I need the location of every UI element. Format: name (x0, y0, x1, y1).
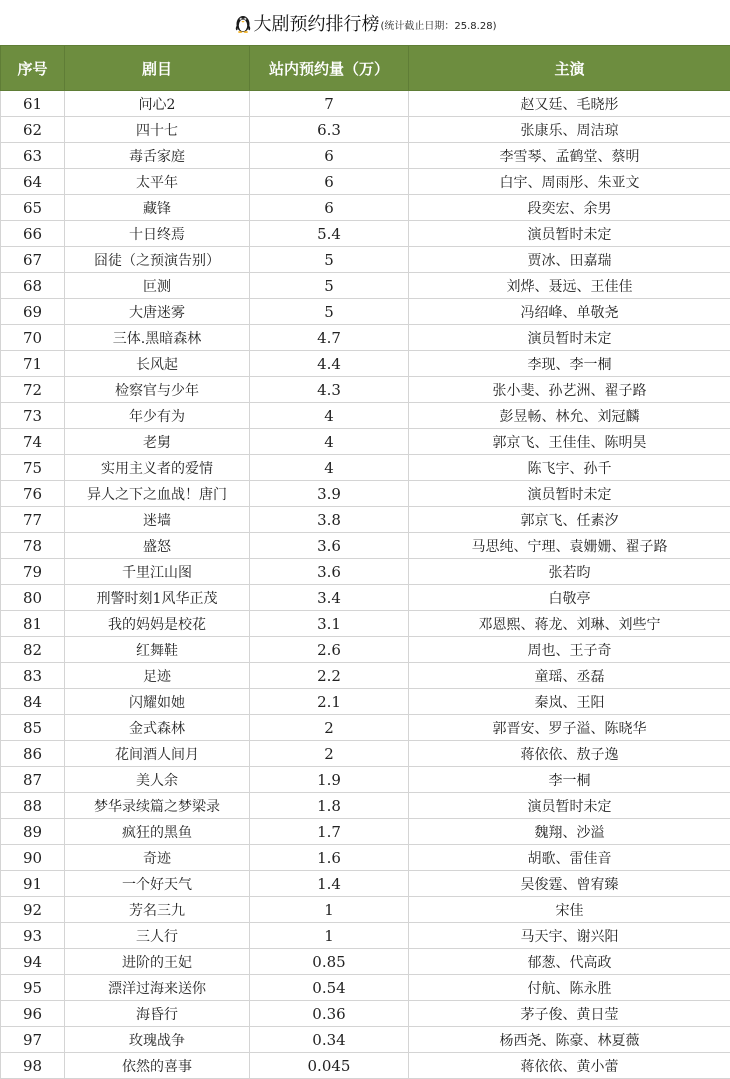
title-cell: 漂洋过海来送你 (65, 975, 250, 1001)
rank-cell: 66 (1, 221, 65, 247)
table-row (1, 949, 730, 975)
cast-cell: 胡歌、雷佳音 (409, 845, 730, 871)
count-cell: 1.6 (250, 845, 409, 871)
rank-cell: 69 (1, 299, 65, 325)
count-cell: 1.9 (250, 767, 409, 793)
title-cell: 盛怒 (65, 533, 250, 559)
title-cell: 四十七 (65, 117, 250, 143)
rank-cell: 90 (1, 845, 65, 871)
title-cell: 我的妈妈是校花 (65, 611, 250, 637)
rank-cell: 75 (1, 455, 65, 481)
cast-cell: 马天宇、谢兴阳 (409, 923, 730, 949)
count-cell: 3.6 (250, 559, 409, 585)
rank-cell: 94 (1, 949, 65, 975)
table-row (1, 377, 730, 403)
title-cell: 玫瑰战争 (65, 1027, 250, 1053)
rank-cell: 73 (1, 403, 65, 429)
column-header-cast: 主演 (409, 46, 730, 91)
cast-cell: 郭京飞、王佳佳、陈明昊 (409, 429, 730, 455)
table-row (1, 533, 730, 559)
count-cell: 0.54 (250, 975, 409, 1001)
table-row (1, 1001, 730, 1027)
table-body (1, 91, 730, 1079)
count-cell: 2.2 (250, 663, 409, 689)
table-row (1, 741, 730, 767)
cast-cell: 郭晋安、罗子溢、陈晓华 (409, 715, 730, 741)
cast-cell: 贾冰、田嘉瑞 (409, 247, 730, 273)
rank-cell: 87 (1, 767, 65, 793)
rank-cell: 89 (1, 819, 65, 845)
count-cell: 6 (250, 143, 409, 169)
cast-cell: 周也、王子奇 (409, 637, 730, 663)
cast-cell: 陈飞宇、孙千 (409, 455, 730, 481)
cast-cell: 童瑶、丞磊 (409, 663, 730, 689)
penguin-icon (234, 13, 252, 33)
cast-cell: 刘烨、聂远、王佳佳 (409, 273, 730, 299)
count-cell: 1.7 (250, 819, 409, 845)
count-cell: 3.6 (250, 533, 409, 559)
count-cell: 0.045 (250, 1053, 409, 1079)
count-cell: 1 (250, 897, 409, 923)
title-cell: 金式森林 (65, 715, 250, 741)
count-cell: 0.34 (250, 1027, 409, 1053)
cast-cell: 蒋依依、敖子逸 (409, 741, 730, 767)
table-row (1, 299, 730, 325)
table-row (1, 195, 730, 221)
cast-cell: 郭京飞、任素汐 (409, 507, 730, 533)
title-cell: 年少有为 (65, 403, 250, 429)
count-cell: 0.36 (250, 1001, 409, 1027)
rank-cell: 92 (1, 897, 65, 923)
count-cell: 4 (250, 455, 409, 481)
cast-cell: 付航、陈永胜 (409, 975, 730, 1001)
table-row (1, 611, 730, 637)
count-cell: 6 (250, 195, 409, 221)
table-row (1, 585, 730, 611)
rank-cell: 91 (1, 871, 65, 897)
rank-cell: 61 (1, 91, 65, 117)
title-cell: 红舞鞋 (65, 637, 250, 663)
table-row (1, 169, 730, 195)
table-row (1, 247, 730, 273)
table-row (1, 273, 730, 299)
table-row (1, 923, 730, 949)
cutoff-date-note: (统计截止日期：25.8.28) (381, 17, 497, 32)
table-row (1, 559, 730, 585)
title-cell: 刑警时刻1风华正茂 (65, 585, 250, 611)
title-cell: 实用主义者的爱情 (65, 455, 250, 481)
rank-cell: 83 (1, 663, 65, 689)
title-cell: 毒舌家庭 (65, 143, 250, 169)
count-cell: 3.8 (250, 507, 409, 533)
count-cell: 2 (250, 715, 409, 741)
table-row (1, 793, 730, 819)
cast-cell: 彭昱畅、林允、刘冠麟 (409, 403, 730, 429)
rank-cell: 80 (1, 585, 65, 611)
ranking-table (0, 45, 730, 1079)
rank-cell: 79 (1, 559, 65, 585)
table-row (1, 143, 730, 169)
cast-cell: 魏翔、沙溢 (409, 819, 730, 845)
title-cell: 奇迹 (65, 845, 250, 871)
count-cell: 6.3 (250, 117, 409, 143)
count-cell: 5 (250, 299, 409, 325)
title-cell: 梦华录续篇之梦梁录 (65, 793, 250, 819)
table-row (1, 403, 730, 429)
count-cell: 7 (250, 91, 409, 117)
title-cell: 藏锋 (65, 195, 250, 221)
rank-cell: 96 (1, 1001, 65, 1027)
table-row (1, 351, 730, 377)
rank-cell: 71 (1, 351, 65, 377)
cast-cell: 宋佳 (409, 897, 730, 923)
cast-cell: 白宇、周雨彤、朱亚文 (409, 169, 730, 195)
page-header (0, 0, 730, 45)
title-cell: 美人余 (65, 767, 250, 793)
cast-cell: 李现、李一桐 (409, 351, 730, 377)
column-header-rank: 序号 (1, 46, 65, 91)
table-header (1, 46, 730, 91)
title-cell: 依然的喜事 (65, 1053, 250, 1079)
cast-cell: 演员暂时未定 (409, 793, 730, 819)
count-cell: 5 (250, 247, 409, 273)
title-cell: 十日终焉 (65, 221, 250, 247)
cast-cell: 马思纯、宁理、袁姗姗、翟子路 (409, 533, 730, 559)
table-row (1, 325, 730, 351)
title-cell: 海昏行 (65, 1001, 250, 1027)
count-cell: 4.7 (250, 325, 409, 351)
table-row (1, 871, 730, 897)
table-row (1, 715, 730, 741)
rank-cell: 63 (1, 143, 65, 169)
title-cell: 迷墙 (65, 507, 250, 533)
page-title: 大剧预约排行榜 (254, 10, 380, 36)
cast-cell: 杨西尧、陈豪、林夏薇 (409, 1027, 730, 1053)
cast-cell: 张康乐、周洁琼 (409, 117, 730, 143)
title-cell: 芳名三九 (65, 897, 250, 923)
count-cell: 6 (250, 169, 409, 195)
table-row (1, 1053, 730, 1079)
count-cell: 1 (250, 923, 409, 949)
cast-cell: 演员暂时未定 (409, 325, 730, 351)
title-cell: 疯狂的黑鱼 (65, 819, 250, 845)
cast-cell: 冯绍峰、单敬尧 (409, 299, 730, 325)
cast-cell: 李一桐 (409, 767, 730, 793)
rank-cell: 77 (1, 507, 65, 533)
count-cell: 4.4 (250, 351, 409, 377)
rank-cell: 68 (1, 273, 65, 299)
cast-cell: 张小斐、孙艺洲、翟子路 (409, 377, 730, 403)
title-cell: 一个好天气 (65, 871, 250, 897)
count-cell: 0.85 (250, 949, 409, 975)
table-row (1, 767, 730, 793)
table-row (1, 429, 730, 455)
rank-cell: 70 (1, 325, 65, 351)
cast-cell: 演员暂时未定 (409, 481, 730, 507)
cast-cell: 李雪琴、孟鹤堂、蔡明 (409, 143, 730, 169)
count-cell: 4 (250, 403, 409, 429)
cast-cell: 邓恩熙、蒋龙、刘琳、刘些宁 (409, 611, 730, 637)
title-cell: 进阶的王妃 (65, 949, 250, 975)
table-row (1, 507, 730, 533)
title-cell: 检察官与少年 (65, 377, 250, 403)
table-row (1, 221, 730, 247)
title-cell: 太平年 (65, 169, 250, 195)
column-header-title: 剧目 (65, 46, 250, 91)
count-cell: 3.4 (250, 585, 409, 611)
table-row (1, 689, 730, 715)
rank-cell: 85 (1, 715, 65, 741)
title-cell: 足迹 (65, 663, 250, 689)
count-cell: 5.4 (250, 221, 409, 247)
count-cell: 4 (250, 429, 409, 455)
title-cell: 三体.黑暗森林 (65, 325, 250, 351)
cast-cell: 段奕宏、余男 (409, 195, 730, 221)
count-cell: 2.1 (250, 689, 409, 715)
table-row (1, 117, 730, 143)
table-row (1, 663, 730, 689)
count-cell: 1.8 (250, 793, 409, 819)
title-cell: 叵测 (65, 273, 250, 299)
count-cell: 3.1 (250, 611, 409, 637)
title-cell: 囧徒（之预演告别） (65, 247, 250, 273)
column-header-count: 站内预约量（万） (250, 46, 409, 91)
cast-cell: 白敬亭 (409, 585, 730, 611)
cast-cell: 茅子俊、黄日莹 (409, 1001, 730, 1027)
table-row (1, 481, 730, 507)
rank-cell: 74 (1, 429, 65, 455)
rank-cell: 76 (1, 481, 65, 507)
count-cell: 2 (250, 741, 409, 767)
count-cell: 1.4 (250, 871, 409, 897)
rank-cell: 84 (1, 689, 65, 715)
cast-cell: 郁葱、代高政 (409, 949, 730, 975)
rank-cell: 62 (1, 117, 65, 143)
cast-cell: 演员暂时未定 (409, 221, 730, 247)
rank-cell: 95 (1, 975, 65, 1001)
rank-cell: 93 (1, 923, 65, 949)
rank-cell: 72 (1, 377, 65, 403)
count-cell: 3.9 (250, 481, 409, 507)
rank-cell: 67 (1, 247, 65, 273)
table-row (1, 91, 730, 117)
cast-cell: 张若昀 (409, 559, 730, 585)
rank-cell: 86 (1, 741, 65, 767)
rank-cell: 82 (1, 637, 65, 663)
title-cell: 花间酒人间月 (65, 741, 250, 767)
table-row (1, 455, 730, 481)
cast-cell: 吴俊霆、曾宥臻 (409, 871, 730, 897)
cast-cell: 蒋依依、黄小蕾 (409, 1053, 730, 1079)
title-cell: 闪耀如她 (65, 689, 250, 715)
rank-cell: 97 (1, 1027, 65, 1053)
table-row (1, 897, 730, 923)
title-cell: 老舅 (65, 429, 250, 455)
table-row (1, 975, 730, 1001)
title-cell: 大唐迷雾 (65, 299, 250, 325)
count-cell: 4.3 (250, 377, 409, 403)
title-cell: 异人之下之血战！唐门 (65, 481, 250, 507)
count-cell: 2.6 (250, 637, 409, 663)
rank-cell: 88 (1, 793, 65, 819)
table-row (1, 1027, 730, 1053)
rank-cell: 64 (1, 169, 65, 195)
count-cell: 5 (250, 273, 409, 299)
table-row (1, 637, 730, 663)
title-cell: 千里江山图 (65, 559, 250, 585)
rank-cell: 81 (1, 611, 65, 637)
title-cell: 问心2 (65, 91, 250, 117)
rank-cell: 98 (1, 1053, 65, 1079)
title-cell: 三人行 (65, 923, 250, 949)
rank-cell: 65 (1, 195, 65, 221)
cast-cell: 赵又廷、毛晓彤 (409, 91, 730, 117)
cast-cell: 秦岚、王阳 (409, 689, 730, 715)
table-row (1, 819, 730, 845)
rank-cell: 78 (1, 533, 65, 559)
table-row (1, 845, 730, 871)
title-cell: 长风起 (65, 351, 250, 377)
